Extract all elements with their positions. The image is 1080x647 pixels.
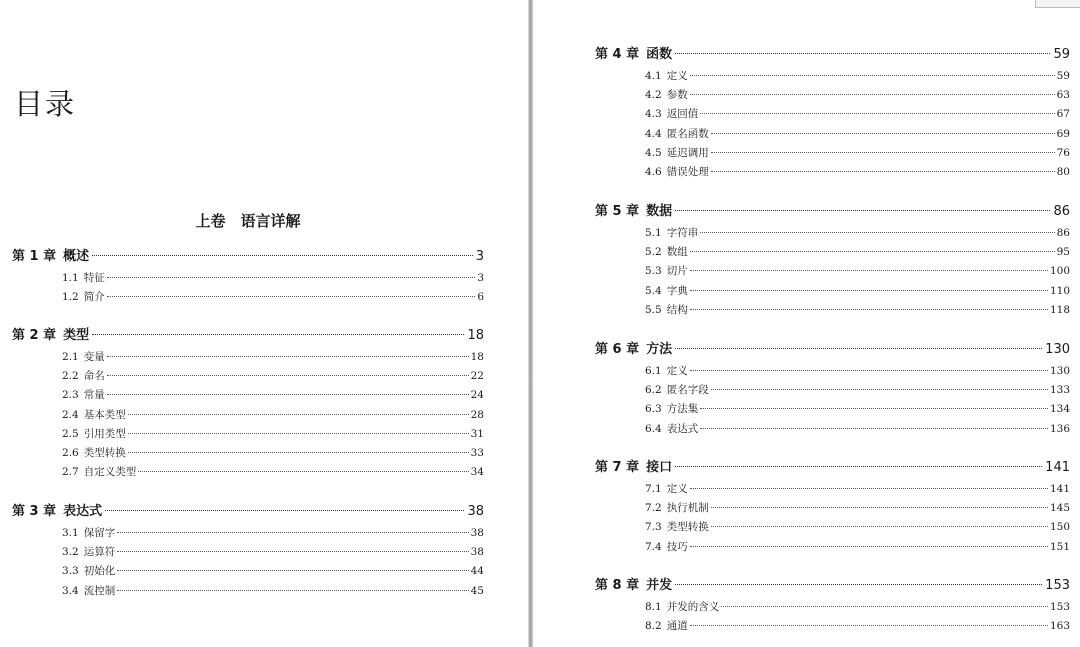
section-title: 执行机制	[666, 502, 709, 515]
dot-leader	[117, 551, 468, 552]
dot-leader	[711, 507, 1048, 508]
chapter-number: 第 2 章	[12, 328, 57, 343]
section-page-number: 38	[470, 546, 484, 559]
chapter-page-number: 86	[1053, 204, 1070, 219]
section-title: 数组	[666, 246, 688, 259]
section-entry[interactable]	[645, 362, 1070, 381]
chapter-number: 第 3 章	[12, 504, 57, 519]
section-entry[interactable]	[62, 288, 484, 307]
section-entry[interactable]	[645, 480, 1070, 499]
section-number: 7.3	[645, 521, 662, 534]
section-title: 返回值	[666, 108, 699, 121]
chapter-title: 并发	[646, 578, 673, 593]
section-title: 变量	[83, 351, 105, 363]
section-number: 3.2	[62, 546, 79, 559]
section-entry[interactable]	[62, 425, 484, 444]
section-page-number: 136	[1049, 422, 1070, 435]
dot-leader	[690, 75, 1055, 76]
section-title: 结构	[666, 303, 688, 316]
chapter-number: 第 4 章	[595, 47, 640, 62]
section-title: 定义	[666, 70, 688, 82]
section-entry[interactable]	[62, 269, 484, 288]
dot-leader	[690, 625, 1048, 626]
dot-leader	[690, 370, 1048, 371]
section-entry[interactable]	[645, 86, 1070, 105]
section-page-number: 118	[1049, 303, 1070, 316]
section-number: 2.6	[62, 446, 79, 459]
chapter-entry[interactable]	[595, 574, 1070, 598]
chapter-page-number: 153	[1045, 578, 1070, 593]
chapter-entry[interactable]	[595, 338, 1070, 362]
section-entry[interactable]	[62, 386, 484, 405]
section-page-number: 45	[470, 584, 484, 597]
section-entry[interactable]	[645, 617, 1070, 636]
section-page-number: 28	[470, 408, 484, 421]
dot-leader	[711, 171, 1055, 172]
section-number: 6.4	[645, 422, 662, 435]
section-number: 1.2	[62, 291, 79, 304]
chapter-entry[interactable]	[595, 456, 1070, 480]
section-number: 7.4	[645, 540, 662, 553]
section-page-number: 76	[1056, 146, 1070, 159]
section-number: 5.4	[645, 284, 662, 297]
chapter-title: 接口	[646, 460, 673, 475]
chapter-block	[12, 245, 484, 307]
section-number: 6.3	[645, 403, 662, 416]
section-number: 2.1	[62, 351, 79, 363]
section-page-number: 34	[470, 466, 484, 479]
dot-leader	[107, 277, 476, 278]
dot-leader	[105, 510, 464, 511]
section-entry[interactable]	[645, 400, 1070, 419]
section-page-number: 133	[1049, 384, 1070, 397]
section-number: 6.2	[645, 384, 662, 397]
dot-leader	[690, 270, 1048, 271]
section-number: 4.5	[645, 146, 662, 159]
dot-leader	[128, 452, 469, 453]
chapter-page-number: 141	[1045, 460, 1070, 475]
section-page-number: 153	[1049, 601, 1070, 613]
dot-leader	[138, 471, 468, 472]
page-corner-tab	[1035, 0, 1080, 8]
section-title: 命名	[83, 370, 105, 383]
section-entry[interactable]	[645, 301, 1070, 320]
section-page-number: 130	[1049, 365, 1070, 377]
dot-leader	[675, 466, 1042, 467]
chapter-page-number: 59	[1053, 47, 1070, 62]
dot-leader	[690, 488, 1048, 489]
chapter-block	[595, 574, 1070, 636]
section-entry[interactable]	[62, 348, 484, 367]
section-title: 延迟调用	[666, 146, 709, 159]
chapter-number: 第 8 章	[595, 578, 640, 593]
section-page-number: 22	[470, 370, 484, 383]
section-page-number: 141	[1049, 483, 1070, 495]
section-title: 通道	[666, 620, 688, 633]
section-title: 参数	[666, 89, 688, 102]
chapter-page-number: 3	[475, 249, 484, 264]
section-number: 5.1	[645, 227, 662, 239]
section-page-number: 67	[1056, 108, 1070, 121]
section-entry[interactable]	[645, 499, 1070, 518]
section-number: 8.1	[645, 601, 662, 613]
dot-leader	[721, 606, 1048, 607]
chapter-number: 第 7 章	[595, 460, 640, 475]
chapter-entry[interactable]	[595, 200, 1070, 224]
dot-leader	[675, 210, 1050, 211]
chapter-title: 函数	[646, 47, 673, 62]
dot-leader	[675, 53, 1050, 54]
section-number: 4.2	[645, 89, 662, 102]
section-page-number: 18	[470, 351, 484, 363]
section-title: 匿名字段	[666, 384, 709, 397]
section-entry[interactable]	[645, 518, 1070, 537]
section-page-number: 110	[1049, 284, 1070, 297]
dot-leader	[107, 375, 469, 376]
chapter-number: 第 5 章	[595, 204, 640, 219]
section-page-number: 24	[470, 389, 484, 402]
section-entry[interactable]	[62, 367, 484, 386]
chapter-block	[12, 500, 484, 601]
dot-leader	[690, 290, 1048, 291]
section-page-number: 134	[1049, 403, 1070, 416]
section-entry[interactable]	[645, 105, 1070, 124]
section-title: 简介	[83, 291, 105, 304]
section-page-number: 69	[1056, 127, 1070, 140]
section-title: 特征	[83, 272, 105, 284]
section-title: 定义	[666, 365, 688, 377]
section-number: 8.2	[645, 620, 662, 633]
section-number: 5.3	[645, 265, 662, 278]
dot-leader	[128, 433, 469, 434]
toc-heading: 目录	[14, 87, 77, 121]
dot-leader	[690, 309, 1048, 310]
section-entry[interactable]	[645, 67, 1070, 86]
section-page-number: 95	[1056, 246, 1070, 259]
section-entry[interactable]	[645, 163, 1070, 182]
section-page-number: 86	[1056, 227, 1070, 239]
section-title: 初始化	[83, 565, 116, 578]
chapter-title: 数据	[646, 204, 673, 219]
chapter-title: 表达式	[63, 504, 103, 519]
section-page-number: 63	[1056, 89, 1070, 102]
section-entry[interactable]	[645, 262, 1070, 281]
section-entry[interactable]	[645, 598, 1070, 617]
chapter-block	[12, 324, 484, 482]
dot-leader	[92, 255, 473, 256]
section-title: 字典	[666, 284, 688, 297]
section-title: 常量	[83, 389, 105, 402]
section-title: 流控制	[83, 584, 116, 597]
section-page-number: 59	[1056, 70, 1070, 82]
section-page-number: 33	[470, 446, 484, 459]
section-title: 切片	[666, 265, 688, 278]
section-title: 匿名函数	[666, 127, 709, 140]
section-number: 2.4	[62, 408, 79, 421]
dot-leader	[700, 428, 1048, 429]
dot-leader	[675, 584, 1042, 585]
section-title: 保留字	[83, 527, 116, 539]
chapter-block	[595, 200, 1070, 320]
dot-leader	[711, 389, 1048, 390]
section-entry[interactable]	[645, 420, 1070, 439]
section-title: 表达式	[666, 422, 699, 435]
section-number: 2.7	[62, 466, 79, 479]
section-page-number: 145	[1049, 502, 1070, 515]
section-number: 7.1	[645, 483, 662, 495]
dot-leader	[700, 232, 1054, 233]
section-number: 3.1	[62, 527, 79, 539]
section-page-number: 163	[1049, 620, 1070, 633]
section-entry[interactable]	[645, 144, 1070, 163]
chapter-title: 类型	[63, 328, 90, 343]
dot-leader	[107, 394, 469, 395]
section-number: 4.3	[645, 108, 662, 121]
section-number: 4.6	[645, 165, 662, 178]
section-page-number: 100	[1049, 265, 1070, 278]
section-number: 1.1	[62, 272, 79, 284]
dot-leader	[117, 590, 468, 591]
section-title: 引用类型	[83, 427, 126, 440]
dot-leader	[92, 334, 464, 335]
section-title: 并发的含义	[666, 601, 720, 613]
dot-leader	[690, 251, 1055, 252]
chapter-entry[interactable]	[12, 245, 484, 269]
section-title: 自定义类型	[83, 466, 137, 479]
section-page-number: 150	[1049, 521, 1070, 534]
section-title: 字符串	[666, 227, 699, 239]
section-number: 2.2	[62, 370, 79, 383]
chapter-page-number: 130	[1045, 342, 1070, 357]
dot-leader	[711, 526, 1048, 527]
section-entry[interactable]	[645, 125, 1070, 144]
chapter-title: 方法	[646, 342, 673, 357]
section-page-number: 44	[470, 565, 484, 578]
dot-leader	[700, 408, 1048, 409]
section-page-number: 3	[477, 272, 484, 284]
section-page-number: 31	[470, 427, 484, 440]
section-entry[interactable]	[645, 243, 1070, 262]
section-title: 定义	[666, 483, 688, 495]
section-number: 2.5	[62, 427, 79, 440]
right-page	[533, 0, 1080, 647]
dot-leader	[107, 356, 469, 357]
section-title: 基本类型	[83, 408, 126, 421]
section-number: 3.4	[62, 584, 79, 597]
chapter-page-number: 38	[467, 504, 484, 519]
section-page-number: 151	[1049, 540, 1070, 553]
dot-leader	[117, 570, 468, 571]
dot-leader	[117, 532, 468, 533]
section-entry[interactable]	[62, 406, 484, 425]
section-title: 方法集	[666, 403, 699, 416]
section-number: 4.1	[645, 70, 662, 82]
section-number: 7.2	[645, 502, 662, 515]
section-number: 4.4	[645, 127, 662, 140]
section-page-number: 38	[470, 527, 484, 539]
section-number: 6.1	[645, 365, 662, 377]
section-entry[interactable]	[645, 538, 1070, 557]
chapter-entry[interactable]	[12, 500, 484, 524]
dot-leader	[690, 546, 1048, 547]
section-title: 类型转换	[83, 446, 126, 459]
chapter-block	[595, 43, 1070, 182]
section-entry[interactable]	[62, 524, 484, 543]
section-page-number: 6	[477, 291, 484, 304]
section-number: 5.2	[645, 246, 662, 259]
section-title: 错误处理	[666, 165, 709, 178]
section-entry[interactable]	[62, 582, 484, 601]
section-title: 类型转换	[666, 521, 709, 534]
dot-leader	[711, 152, 1055, 153]
chapter-number: 第 1 章	[12, 249, 57, 264]
chapter-entry[interactable]	[595, 43, 1070, 67]
dot-leader	[128, 414, 469, 415]
dot-leader	[107, 296, 476, 297]
section-number: 2.3	[62, 389, 79, 402]
chapter-number: 第 6 章	[595, 342, 640, 357]
chapter-block	[595, 456, 1070, 557]
chapter-block	[595, 338, 1070, 439]
section-entry[interactable]	[62, 562, 484, 581]
section-entry[interactable]	[62, 463, 484, 482]
section-number: 3.3	[62, 565, 79, 578]
chapter-title: 概述	[63, 249, 90, 264]
section-number: 5.5	[645, 303, 662, 316]
section-entry[interactable]	[645, 381, 1070, 400]
section-title: 技巧	[666, 540, 688, 553]
dot-leader	[711, 133, 1055, 134]
section-entry[interactable]	[645, 282, 1070, 301]
section-title: 运算符	[83, 546, 116, 559]
dot-leader	[675, 348, 1042, 349]
volume-title: 上卷 语言详解	[195, 212, 301, 230]
left-page	[0, 0, 528, 647]
section-entry[interactable]	[645, 224, 1070, 243]
dot-leader	[690, 94, 1055, 95]
dot-leader	[700, 113, 1054, 114]
section-entry[interactable]	[62, 543, 484, 562]
chapter-entry[interactable]	[12, 324, 484, 348]
section-page-number: 80	[1056, 165, 1070, 178]
section-entry[interactable]	[62, 444, 484, 463]
chapter-page-number: 18	[467, 328, 484, 343]
